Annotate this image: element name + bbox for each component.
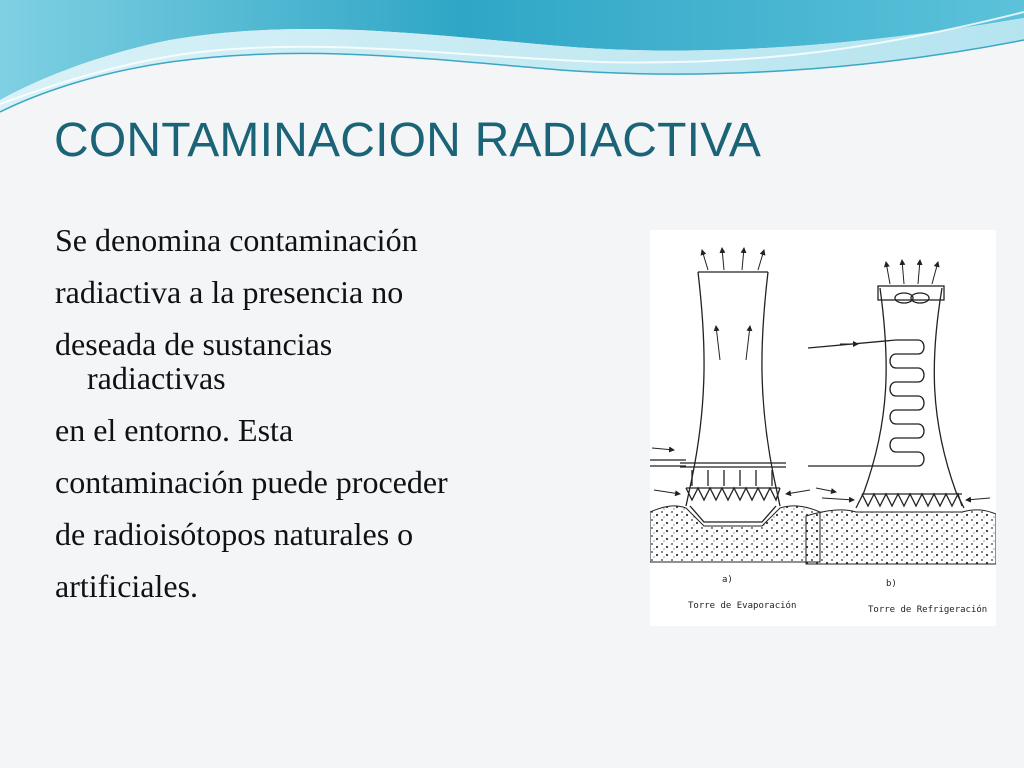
cooling-towers-figure	[650, 230, 996, 626]
refrigeration-tower	[808, 286, 964, 508]
body-text	[55, 214, 615, 612]
body-line: radiactiva a la presencia no	[55, 274, 404, 310]
body-line: de radioisótopos naturales o	[55, 516, 414, 552]
towers-drawing	[650, 230, 996, 626]
body-line: radiactivas	[87, 360, 226, 396]
body-line: contaminación puede proceder	[55, 464, 448, 500]
body-line: artificiales.	[55, 568, 199, 604]
evaporation-tower	[650, 272, 786, 522]
header-wave-decoration	[0, 0, 1024, 130]
slide-title: CONTAMINACION RADIACTIVA	[54, 114, 762, 167]
body-line: deseada de sustancias	[55, 326, 333, 362]
body-line: en el entorno. Esta	[55, 412, 294, 448]
figure-label-b: b)	[886, 579, 897, 589]
figure-label-a: a)	[722, 575, 733, 585]
caption-evaporation-tower: Torre de Evaporación	[688, 601, 797, 611]
caption-refrigeration-tower: Torre de Refrigeración	[868, 605, 988, 615]
body-line: Se denomina contaminación	[55, 222, 418, 258]
